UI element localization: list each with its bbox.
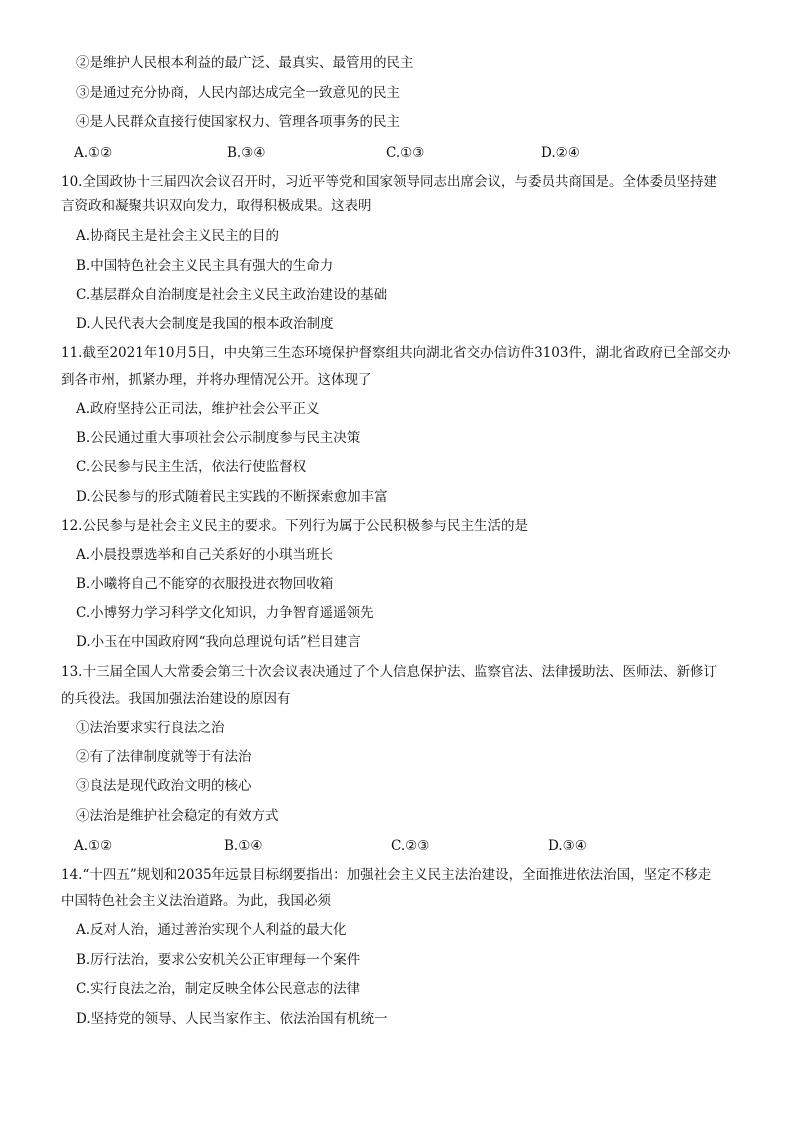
q12-stem-line1: 12.公民参与是社会主义民主的要求。下列行为属于公民积极参与民主生活的是 <box>61 518 528 534</box>
q12-option-a: A.小晨投票选举和自己关系好的小琪当班长 <box>76 547 334 563</box>
q13-option-d: D.③④ <box>548 838 587 854</box>
q11-option-b: B.公民通过重大事项社会公示制度参与民主决策 <box>76 430 361 446</box>
q9-option-c: C.①③ <box>386 145 425 161</box>
q9-option-d: D.②④ <box>541 145 580 161</box>
q10-option-b: B.中国特色社会主义民主具有强大的生命力 <box>76 258 334 274</box>
q13-option-a: A.①② <box>74 838 113 854</box>
q10-option-c: C.基层群众自治制度是社会主义民主政治建设的基础 <box>76 287 388 303</box>
q10-option-a: A.协商民主是社会主义民主的目的 <box>76 228 280 244</box>
q13-item-1: ①法治要求实行良法之治 <box>76 720 225 736</box>
q13-option-c: C.②③ <box>391 838 430 854</box>
q14-option-b: B.厉行法治，要求公安机关公正审理每一个案件 <box>76 952 361 968</box>
q14-option-a: A.反对人治，通过善治实现个人利益的最大化 <box>76 922 347 938</box>
q9-option-b: B.③④ <box>227 145 266 161</box>
q10-stem-line1: 10.全国政协十三届四次会议召开时，习近平等党和国家领导同志出席会议，与委员共商国是。全体委员坚持建 <box>61 174 717 190</box>
q14-option-c: C.实行良法之治，制定反映全体公民意志的法律 <box>76 981 361 997</box>
q10-stem-line2: 言资政和凝聚共识双向发力，取得积极成果。这表明 <box>61 198 372 214</box>
q13-option-b: B.①④ <box>224 838 263 854</box>
q11-option-a: A.政府坚持公正司法，维护社会公平正义 <box>76 401 320 417</box>
q13-item-4: ④法治是维护社会稳定的有效方式 <box>76 808 279 824</box>
q12-option-c: C.小博努力学习科学文化知识，力争智育遥遥领先 <box>76 605 374 621</box>
q13-item-3: ③良法是现代政治文明的核心 <box>76 778 252 794</box>
q14-stem-line1: 14.“十四五”规划和2035年远景目标纲要指出：加强社会主义民主法治建设，全面推进依法治国，坚定不移走 <box>61 867 712 883</box>
q13-stem-line1: 13.十三届全国人大常委会第三十次会议表决通过了个人信息保护法、监察官法、法律援助法、医师法、新修订 <box>61 664 717 680</box>
q12-option-d: D.小玉在中国政府网“我向总理说句话”栏目建言 <box>76 634 361 650</box>
q12-option-b: B.小曦将自己不能穿的衣服投进衣物回收箱 <box>76 576 334 592</box>
q9-option-a: A.①② <box>74 145 113 161</box>
q11-stem-line2: 到各市州，抓紧办理，并将办理情况公开。这体现了 <box>61 372 372 388</box>
q14-option-d: D.坚持党的领导、人民当家作主、依法治国有机统一 <box>76 1011 388 1027</box>
q10-option-d: D.人民代表大会制度是我国的根本政治制度 <box>76 316 334 332</box>
q11-option-c: C.公民参与民主生活，依法行使监督权 <box>76 459 307 475</box>
q14-stem-line2: 中国特色社会主义法治道路。为此，我国必须 <box>61 893 331 909</box>
q13-stem-line2: 的兵役法。我国加强法治建设的原因有 <box>61 691 291 707</box>
q11-option-d: D.公民参与的形式随着民主实践的不断探索愈加丰富 <box>76 489 388 505</box>
q11-stem-line1: 11.截至2021年10月5日，中央第三生态环境保护督察组共向湖北省交办信访件3103件，湖北省政府已全部交办 <box>61 345 731 361</box>
q9-item-4: ④是人民群众直接行使国家权力、管理各项事务的民主 <box>76 114 400 130</box>
q9-item-2: ②是维护人民根本利益的最广泛、最真实、最管用的民主 <box>76 55 414 71</box>
q13-item-2: ②有了法律制度就等于有法治 <box>76 749 252 765</box>
q9-item-3: ③是通过充分协商，人民内部达成完全一致意见的民主 <box>76 85 400 101</box>
